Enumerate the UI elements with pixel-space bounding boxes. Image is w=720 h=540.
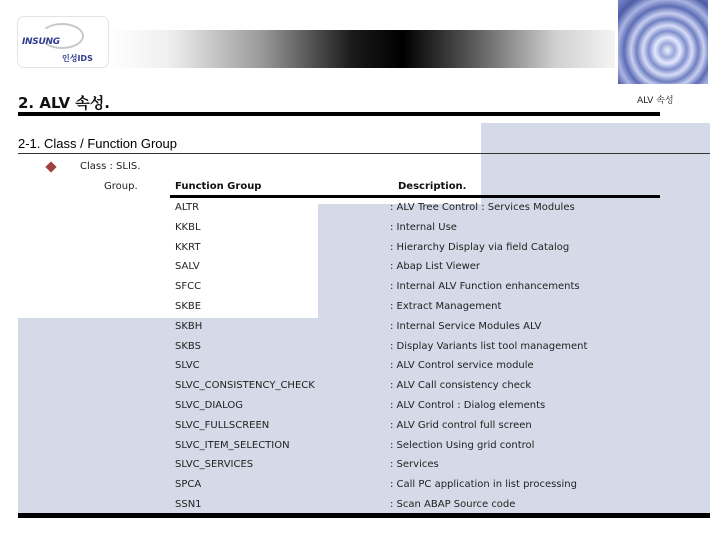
table-row xyxy=(0,377,720,397)
function-group-table xyxy=(0,199,720,516)
description-cell: : ALV Control : Dialog elements xyxy=(390,399,546,411)
description-cell: : Scan ABAP Source code xyxy=(390,498,516,510)
table-row xyxy=(0,258,720,278)
description-cell: : Internal Use xyxy=(390,221,457,233)
class-line: Class : SLIS. xyxy=(80,161,141,172)
function-group-cell: SLVC_DIALOG xyxy=(175,399,243,411)
table-row xyxy=(0,318,720,338)
function-group-cell: SFCC xyxy=(175,281,202,293)
function-group-cell: SALV xyxy=(175,261,200,273)
table-row xyxy=(0,456,720,476)
water-ripple-image xyxy=(618,0,708,84)
function-group-cell: SKBH xyxy=(175,320,203,332)
table-row xyxy=(0,476,720,496)
company-logo xyxy=(18,17,108,67)
logo-sub-text: 인성IDS xyxy=(62,54,93,63)
function-group-cell: SLVC_ITEM_SELECTION xyxy=(175,439,290,451)
title-divider xyxy=(18,112,660,116)
table-row xyxy=(0,278,720,298)
table-row xyxy=(0,437,720,457)
description-cell: : Extract Management xyxy=(390,300,502,312)
function-group-cell: SLVC_FULLSCREEN xyxy=(175,419,270,431)
table-header-divider xyxy=(170,195,660,198)
section-subtitle: 2-1. Class / Function Group xyxy=(18,136,177,151)
column-header-description: Description. xyxy=(398,181,467,192)
function-group-cell: KKBL xyxy=(175,221,201,233)
description-cell: : ALV Tree Control : Services Modules xyxy=(390,202,575,213)
table-row xyxy=(0,199,720,219)
function-group-cell: SKBE xyxy=(175,300,202,312)
table-row xyxy=(0,239,720,259)
description-cell: : Abap List Viewer xyxy=(390,261,481,273)
header-gradient-bar xyxy=(110,30,615,68)
table-row xyxy=(0,219,720,239)
function-group-cell: KKRT xyxy=(175,241,201,253)
table-row xyxy=(0,338,720,358)
header-section-label: ALV 속성 xyxy=(637,96,674,106)
function-group-cell: SPCA xyxy=(175,479,202,491)
function-group-cell: SLVC_SERVICES xyxy=(175,459,254,471)
table-row xyxy=(0,397,720,417)
table-row xyxy=(0,298,720,318)
description-cell: : ALV Call consistency check xyxy=(390,380,532,392)
description-cell: : Services xyxy=(390,459,439,471)
description-cell: : Hierarchy Display via field Catalog xyxy=(390,241,570,253)
function-group-cell: SKBS xyxy=(175,340,201,352)
table-row xyxy=(0,357,720,377)
description-cell: : Display Variants list tool management xyxy=(390,340,588,352)
subtitle-divider xyxy=(18,153,710,154)
function-group-cell: SLVC_CONSISTENCY_CHECK xyxy=(175,380,315,392)
bullet-icon xyxy=(45,161,56,172)
function-group-cell: SSN1 xyxy=(175,498,202,510)
footer-divider xyxy=(18,513,710,518)
column-header-function-group: Function Group xyxy=(175,181,262,192)
table-row xyxy=(0,417,720,437)
description-cell: : ALV Control service module xyxy=(390,360,534,372)
description-cell: : Selection Using grid control xyxy=(390,439,535,451)
group-label: Group. xyxy=(104,181,138,192)
logo-brand-text: INSUNG xyxy=(22,37,60,47)
function-group-cell: ALTR xyxy=(175,202,200,213)
description-cell: : ALV Grid control full screen xyxy=(390,419,532,431)
description-cell: : Internal Service Modules ALV xyxy=(390,320,542,332)
function-group-cell: SLVC xyxy=(175,360,200,372)
description-cell: : Internal ALV Function enhancements xyxy=(390,281,580,293)
description-cell: : Call PC application in list processing xyxy=(390,479,577,491)
page-title: 2. ALV 속성. xyxy=(18,94,110,112)
